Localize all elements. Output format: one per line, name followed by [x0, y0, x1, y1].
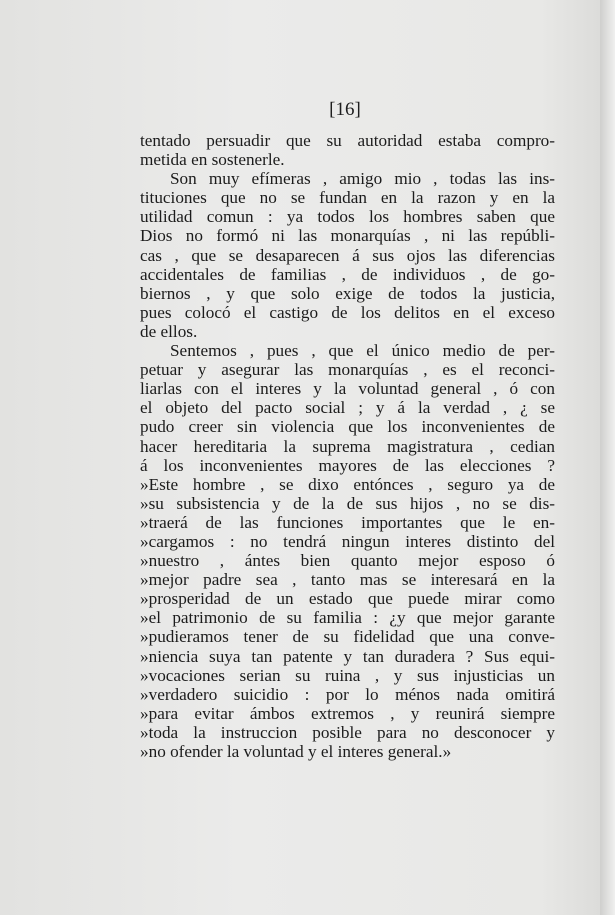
text-line: »su subsistencia y de la de sus hijos , no se dis-: [140, 493, 555, 513]
text-line: »no ofender la voluntad y el interes general.»: [140, 742, 452, 761]
text-line: pudo creer sin violencia que los inconvenientes de: [140, 417, 555, 437]
text-line: cas , que se desaparecen á sus ojos las diferencias: [140, 245, 555, 265]
text-line: »para evitar ámbos extremos , y reunirá siempre: [140, 703, 555, 723]
text-line: metida en sostenerle.: [140, 150, 285, 170]
text-line: »toda la instruccion posible para no desconocer y: [140, 722, 555, 742]
text-line: »vocaciones serian su ruina , y sus injusticias un: [140, 665, 555, 685]
text-line: utilidad comun : ya todos los hombres saben que: [140, 207, 555, 227]
text-line: »mejor padre sea , tanto mas se interesará en la: [140, 570, 555, 590]
text-line: Sentemos , pues , que el único medio de per-: [170, 341, 555, 361]
text-line: »nuestro , ántes bien quanto mejor esposo ó: [140, 551, 555, 571]
text-line: »niencia suya tan patente y tan duradera ? Sus equi-: [140, 646, 555, 666]
text-line: »traerá de las funciones importantes que le en-: [140, 512, 555, 532]
text-line: pues colocó el castigo de los delitos en el exceso: [140, 302, 555, 322]
text-line: tentado persuadir que su autoridad estaba compro-: [140, 131, 555, 150]
text-line: accidentales de familias , de individuos , de go-: [140, 264, 555, 284]
text-line: Dios no formó ni las monarquías , ni las repúbli-: [140, 226, 555, 246]
text-line: petuar y asegurar las monarquías , es el reconci-: [140, 360, 555, 380]
page-number: [16]: [329, 99, 361, 120]
text-line: liarlas con el interes y la voluntad general , ó con: [140, 379, 555, 399]
text-line: hacer hereditaria la suprema magistratura , cedian: [140, 436, 555, 456]
text-line: »verdadero suicidio : por lo ménos nada omitirá: [140, 684, 555, 704]
text-line: »prosperidad de un estado que puede mirar como: [140, 589, 555, 609]
text-line: Son muy efímeras , amigo mio , todas las ins-: [170, 169, 555, 189]
text-line: »pudieramos tener de su fidelidad que una conve-: [140, 627, 555, 647]
text-line: »Este hombre , se dixo entónces , seguro ya de: [140, 474, 555, 494]
text-line: el objeto del pacto social ; y á la verdad , ¿ se: [140, 398, 555, 418]
text-line: á los inconvenientes mayores de las elecciones ?: [140, 455, 555, 475]
text-line: biernos , y que solo exige de todos la justicia,: [140, 283, 555, 303]
page-edge: [600, 0, 615, 915]
text-line: »el patrimonio de su familia : ¿y que mejor garante: [140, 608, 555, 628]
text-line: »cargamos : no tendrá ningun interes distinto del: [140, 531, 555, 551]
text-line: de ellos.: [140, 321, 198, 341]
text-line: tituciones que no se fundan en la razon y en la: [140, 188, 555, 208]
body-text: [140, 131, 555, 761]
